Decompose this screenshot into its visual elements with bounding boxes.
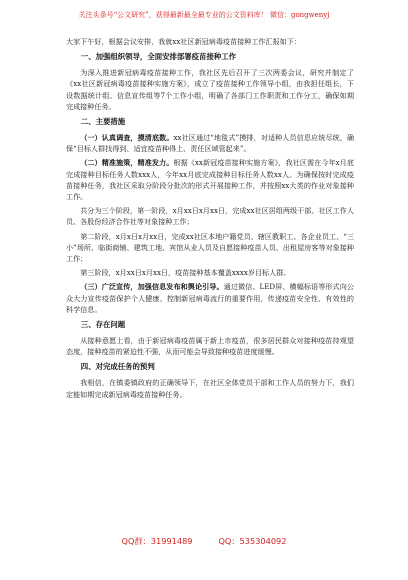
top-promo-banner: 关注头条号“公文研究”，获得最新最全最专业的公文资料库！ 微信：gongwenyj xyxy=(78,11,330,19)
measure-2-lead: （二）精准施策，精准发力。 xyxy=(80,158,174,168)
section-4-heading: 四、对完成任务的预判 xyxy=(80,362,155,372)
measure-2-text: 根据《xx新冠疫苗接种实施方案》，我社区需在今年x月底完成接种目标任务人数xxx人，今年xx月底完成接种目标任务人数xx人。为确保按时完成疫苗接种任务，我社区采取分阶段分批次的形式开展接种工作，并按照xx大类的作业对象接种工作。 xyxy=(66,158,355,202)
intro-paragraph: 大家下午好，根据会议安排，我就xx社区新冠病毒疫苗接种工作汇报如下： xyxy=(66,37,301,46)
phase-3-paragraph: 第三阶段，x月xx日x月xx日，疫苗接种基本覆盖xxxx岁目标人群。 xyxy=(80,268,291,278)
section-2-heading: 二、主要措施 xyxy=(80,117,126,127)
section-1-paragraph: 为深入推进新冠病毒疫苗接种工作，我社区先后召开了三次两委会议，研究并制定了《xx社区新冠病毒疫苗接种实施方案》，成立了疫苗接种工作领导小组，由我担任组长，下设数据统计组、信息宣传组等7个工作小组，明确了各部门工作职责和工作分工，确保如期完成接种任务。 xyxy=(66,68,354,111)
section-4-paragraph: 我相信，在镇委镇政府的正确领导下，在社区全体党员干部和工作人员的努力下，我们定能如期完成新冠病毒疫苗接种任务。 xyxy=(66,378,354,399)
contact-footer xyxy=(0,535,408,547)
phase-1-paragraph: 共分为三个阶段，第一阶段，x月xx日x月xx日，完成xx社区居组两级干部、社区工作人员、各股份经济合作社等对象接种工作； xyxy=(66,206,354,227)
phase-2-paragraph: 第二阶段，x月x日x月xx日，完成xx社区本地户籍党员、辖区教职工、各企业员工、“三小”场所、临街商铺、建筑工地、宾馆从业人员及自愿接种疫苗人员、出租屋房客等对象接种工作； xyxy=(66,231,354,264)
measure-3-text: 通过微信、LED屏、横幅标语等形式向公众大力宣传疫苗保护个人健康、控制新冠病毒流行的重要作用，传递疫苗安全性、有效性的科学信息。 xyxy=(66,282,355,314)
report-body xyxy=(66,36,354,403)
measure-3-paragraph xyxy=(66,281,354,315)
measure-3-lead: （三）广泛宣传，加强信息发布和舆论引导。 xyxy=(80,282,224,292)
measure-1-paragraph xyxy=(66,132,354,154)
section-1-heading: 一、加强组织领导，全面安排部署疫苗接种工作 xyxy=(80,52,237,62)
qq-group-number: QQ群：31991489 xyxy=(121,536,193,546)
section-3-heading: 三、存在问题 xyxy=(80,320,126,330)
measure-1-lead: （一）认真调查，摸清底数。 xyxy=(80,133,174,143)
measure-2-paragraph xyxy=(66,157,354,202)
qq-contact-number: QQ：535304092 xyxy=(218,536,287,546)
measure-1-text: xx社区通过“地毯式”摸排，对适种人员信息应统尽统，确保“目标人群找得到、适宜疫苗种得上、责任区域管起来”。 xyxy=(66,133,354,154)
section-3-paragraph: 从接种意愿上看，由于新冠病毒疫苗属于新上市疫苗，很多居民群众对接种疫苗持观望态度，接种疫苗的紧迫性不强，从而可能会导致接种疫苗进度缓慢。 xyxy=(66,336,354,357)
